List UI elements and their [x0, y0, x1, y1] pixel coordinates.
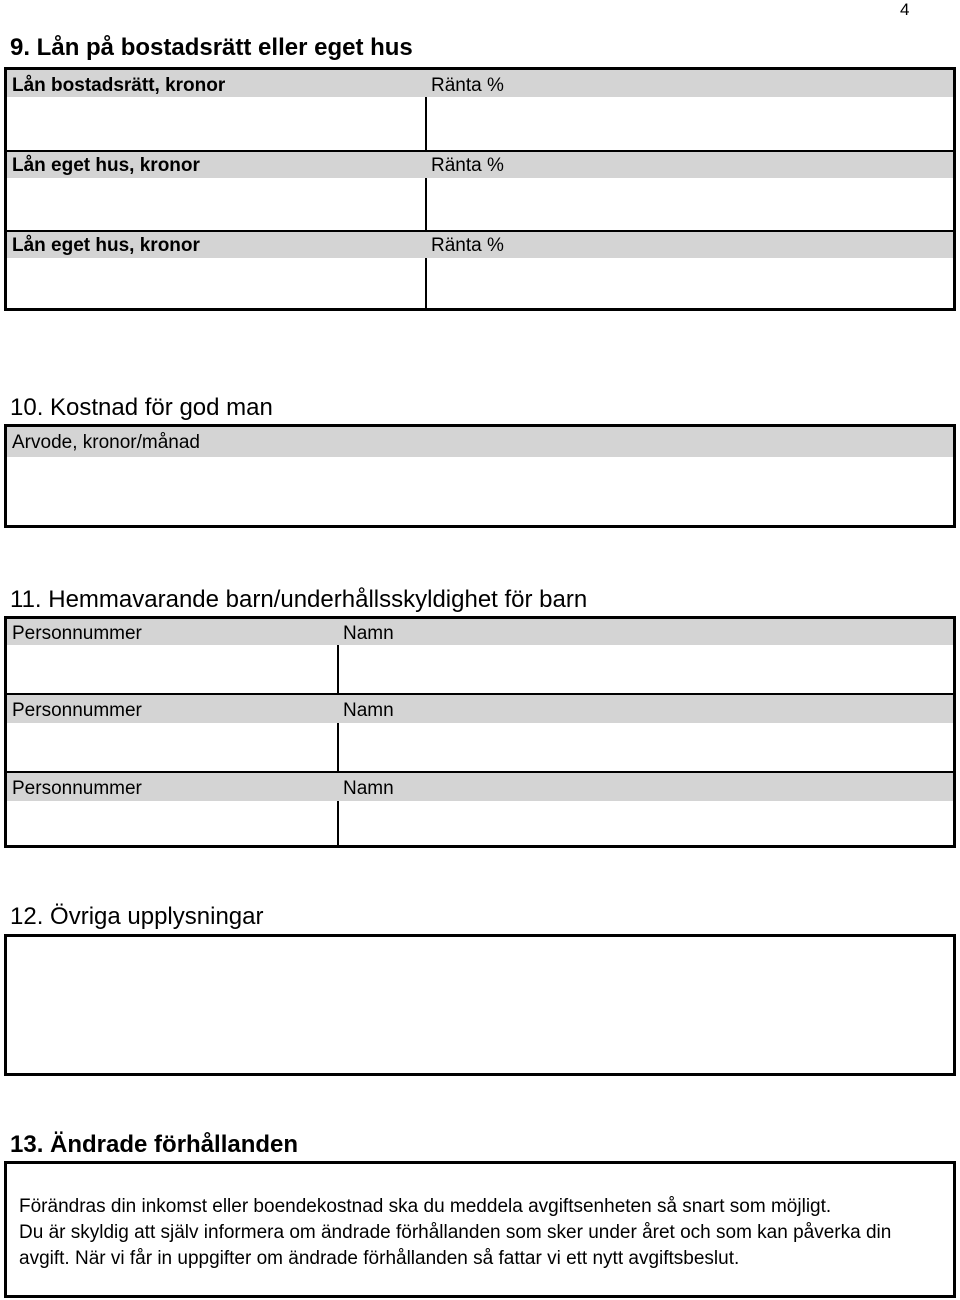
- loan-amount-field[interactable]: [7, 258, 425, 308]
- name-field[interactable]: [339, 801, 953, 845]
- section-10-title: 10. Kostnad för god man: [10, 394, 273, 421]
- name-label: Namn: [343, 778, 394, 799]
- section-13-notice: [4, 1161, 956, 1298]
- name-field[interactable]: [339, 723, 953, 771]
- loan-row-1: [7, 70, 953, 150]
- name-label: Namn: [343, 700, 394, 721]
- personal-number-label: Personnummer: [12, 623, 142, 644]
- child-row-2: [7, 695, 953, 771]
- name-field[interactable]: [339, 645, 953, 693]
- personal-number-field[interactable]: [7, 723, 337, 771]
- fee-field[interactable]: [7, 457, 953, 525]
- notice-paragraph-2: Du är skyldig att själv informera om ändrade förhållanden som sker under året och som kan påverka din avgift. När vi får in uppgifter om ändrade förhållanden så fattar vi ett nytt avgiftsbeslut.: [19, 1222, 892, 1269]
- interest-rate-field[interactable]: [427, 178, 953, 230]
- section-10-form: [4, 424, 956, 528]
- section-12-title: 12. Övriga upplysningar: [10, 903, 264, 930]
- section-9-title: 9. Lån på bostadsrätt eller eget hus: [10, 34, 413, 61]
- section-11-title: 11. Hemmavarande barn/underhållsskyldighet för barn: [10, 586, 588, 613]
- loan-amount-label: Lån bostadsrätt, kronor: [12, 75, 226, 96]
- loan-amount-label: Lån eget hus, kronor: [12, 155, 200, 176]
- personal-number-label: Personnummer: [12, 700, 142, 721]
- page-number: 4: [900, 0, 910, 19]
- section-9-form: [4, 67, 956, 311]
- name-label: Namn: [343, 623, 394, 644]
- child-row-3: [7, 773, 953, 845]
- loan-amount-label: Lån eget hus, kronor: [12, 235, 200, 256]
- child-row-1: [7, 619, 953, 693]
- interest-rate-field[interactable]: [427, 97, 953, 150]
- loan-amount-field[interactable]: [7, 97, 425, 150]
- notice-paragraph-1: Förändras din inkomst eller boendekostnad ska du meddela avgiftsenheten så snart som möjligt.: [19, 1196, 832, 1217]
- personal-number-field[interactable]: [7, 801, 337, 845]
- personal-number-label: Personnummer: [12, 778, 142, 799]
- notice-text: [19, 1194, 943, 1272]
- other-info-field[interactable]: [4, 934, 956, 1076]
- loan-row-2: [7, 152, 953, 230]
- section-13-title: 13. Ändrade förhållanden: [10, 1131, 299, 1158]
- loan-amount-field[interactable]: [7, 178, 425, 230]
- fee-label: Arvode, kronor/månad: [12, 432, 200, 453]
- interest-rate-label: Ränta %: [431, 155, 504, 176]
- section-11-form: [4, 616, 956, 848]
- interest-rate-field[interactable]: [427, 258, 953, 308]
- interest-rate-label: Ränta %: [431, 75, 504, 96]
- loan-row-3: [7, 232, 953, 308]
- personal-number-field[interactable]: [7, 645, 337, 693]
- interest-rate-label: Ränta %: [431, 235, 504, 256]
